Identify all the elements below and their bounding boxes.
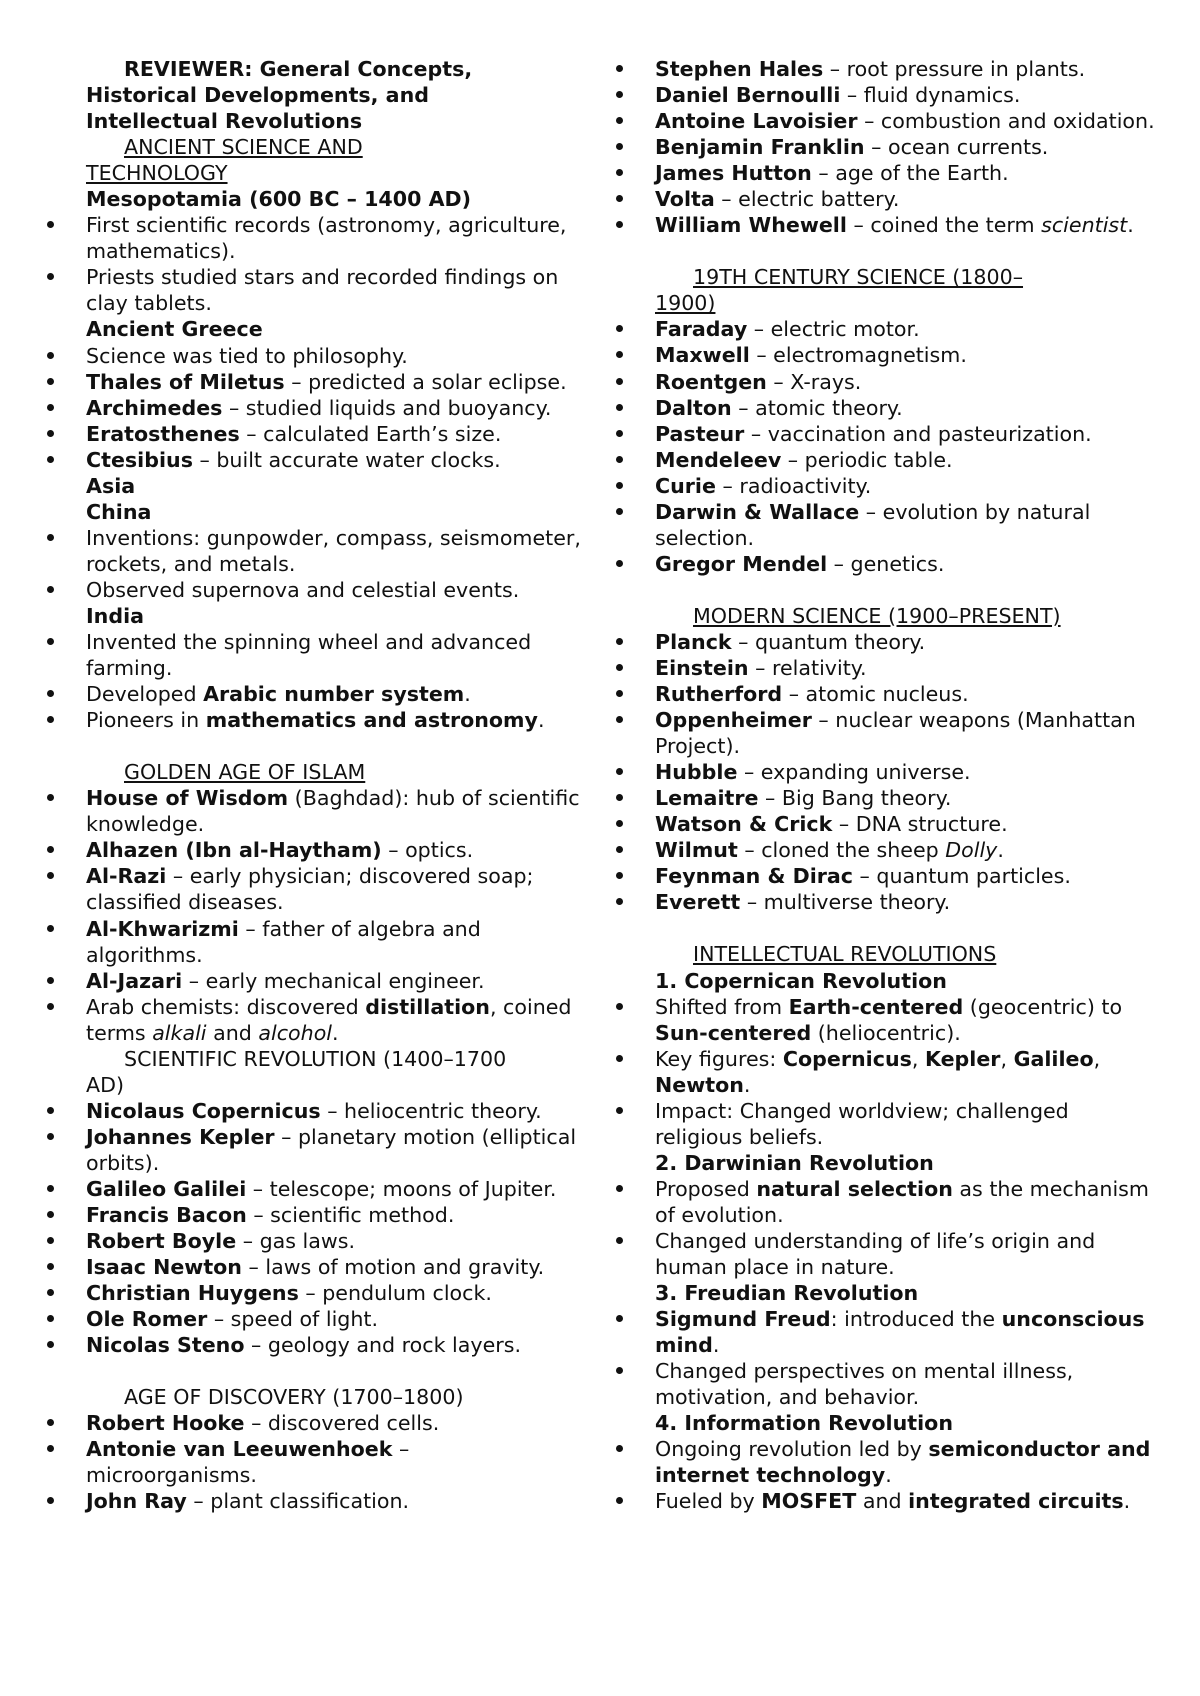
item-text: and	[206, 1020, 259, 1045]
item-term: Newton	[655, 1072, 744, 1097]
subheading-freudian: 3. Freudian Revolution	[655, 1281, 919, 1306]
list-item	[655, 316, 1155, 342]
list-item	[86, 863, 586, 915]
list-item	[655, 1046, 1155, 1098]
item-text: – electromagnetism.	[749, 343, 967, 368]
list-item: Inventions: gunpowder, compass, seismometer, rockets, and metals.	[86, 525, 586, 577]
list-item	[86, 421, 586, 447]
item-text: – age of the Earth.	[811, 161, 1009, 186]
item-term: Darwin & Wallace	[655, 499, 860, 524]
item-term: Watson & Crick	[655, 812, 833, 837]
subheading-darwinian: 2. Darwinian Revolution	[655, 1150, 934, 1175]
item-text: – multiverse theory.	[740, 890, 951, 915]
item-term: Maxwell	[655, 343, 750, 368]
list-item	[86, 707, 586, 733]
list-item	[655, 655, 1155, 681]
list-item	[86, 1228, 586, 1254]
item-term: Thales of Miletus	[86, 369, 285, 394]
item-term: Wilmut	[655, 838, 738, 863]
list-item	[655, 1436, 1155, 1488]
list-item	[655, 811, 1155, 837]
list-item	[86, 1488, 586, 1514]
item-text: – father of algebra and algorithms.	[86, 916, 481, 967]
item-text: – speed of light.	[207, 1307, 379, 1332]
item-term: Alhazen (Ibn al-Haytham)	[86, 838, 382, 863]
item-text: – early mechanical engineer.	[182, 968, 485, 993]
list-item	[86, 369, 586, 395]
list-item	[655, 395, 1155, 421]
item-term: Al-Razi	[86, 864, 167, 889]
list-item	[86, 1306, 586, 1332]
item-term: Antonie van Leeuwenhoek	[86, 1437, 393, 1462]
subheading-india: India	[86, 603, 145, 628]
item-term: semiconductor and internet technology	[655, 1437, 1151, 1488]
item-text: .	[712, 1333, 720, 1358]
item-text: (heliocentric).	[811, 1020, 961, 1045]
item-text: – root pressure in plants.	[823, 57, 1086, 81]
section-heading-ancient: ANCIENT SCIENCE AND	[124, 135, 363, 160]
list-item	[655, 1176, 1155, 1228]
item-text: .	[1123, 1489, 1131, 1514]
item-text: – plant classification.	[186, 1489, 410, 1514]
list-item: Invented the spinning wheel and advanced farming.	[86, 629, 586, 681]
item-text: – microorganisms.	[86, 1437, 410, 1488]
item-text: .	[537, 708, 545, 733]
item-term: Ctesibius	[86, 447, 193, 472]
list-item	[655, 759, 1155, 785]
list-item	[655, 369, 1155, 395]
doc-title-line-1: REVIEWER: General Concepts,	[124, 57, 473, 81]
item-term: Kepler	[924, 1046, 1001, 1071]
list-item	[86, 968, 586, 994]
item-text: , coined terms	[86, 994, 572, 1045]
item-text: – electric motor.	[747, 317, 920, 342]
list-item	[655, 837, 1155, 863]
item-term: Isaac Newton	[86, 1255, 242, 1280]
item-text: – DNA structure.	[832, 812, 1008, 837]
item-text: ,	[1093, 1046, 1101, 1071]
item-term: House of Wisdom	[86, 786, 289, 811]
list-item	[86, 681, 586, 707]
item-text: – coined the term	[846, 213, 1042, 238]
item-term: Daniel Bernoulli	[655, 83, 841, 108]
list-item	[655, 863, 1155, 889]
item-text: ,	[1000, 1046, 1014, 1071]
list-item: Science was tied to philosophy.	[86, 343, 586, 369]
list-item	[86, 1254, 586, 1280]
item-text: Proposed	[655, 1176, 757, 1201]
item-text: Key figures:	[655, 1046, 783, 1071]
list-item	[655, 629, 1155, 655]
list-item: Observed supernova and celestial events.	[86, 577, 586, 603]
list-item: Changed perspectives on mental illness, motivation, and behavior.	[655, 1358, 1155, 1410]
item-term: William Whewell	[655, 213, 847, 238]
list-item	[655, 499, 1155, 551]
item-text: and	[856, 1489, 909, 1514]
item-text: .	[464, 682, 471, 707]
right-column	[655, 56, 1155, 1514]
item-italic: alcohol	[258, 1020, 333, 1045]
list-item	[655, 134, 1155, 160]
item-term: Robert Boyle	[86, 1229, 237, 1254]
item-term: Galileo	[1013, 1046, 1094, 1071]
item-italic: alkali	[152, 1020, 207, 1045]
subheading-information: 4. Information Revolution	[655, 1411, 953, 1436]
item-term: James Hutton	[655, 161, 812, 186]
item-term: Earth-centered	[788, 994, 964, 1019]
list-item	[655, 1488, 1155, 1514]
item-term: natural selection	[756, 1176, 953, 1201]
item-text: – calculated Earth’s size.	[239, 421, 502, 446]
item-text: – electric battery.	[714, 187, 900, 212]
item-term: Feynman & Dirac	[655, 864, 854, 889]
item-term: Benjamin Franklin	[655, 135, 865, 160]
item-term: Oppenheimer	[655, 708, 812, 733]
item-term: Pasteur	[655, 421, 745, 446]
item-term: Volta	[655, 187, 715, 212]
left-column	[86, 56, 586, 1515]
section-heading-19th-century-cont: 1900)	[655, 291, 716, 316]
doc-title-line-2: Historical Developments, and	[86, 83, 429, 108]
item-text: – predicted a solar eclipse.	[284, 369, 567, 394]
item-text: Arab chemists: discovered	[86, 994, 366, 1019]
item-text: .	[885, 1463, 892, 1488]
list-item	[655, 108, 1155, 134]
item-term: mathematics and astronomy	[205, 708, 538, 733]
item-term: Galileo Galilei	[86, 1176, 247, 1201]
list-item	[655, 212, 1155, 238]
subheading-asia: Asia	[86, 473, 136, 498]
item-text: Ongoing revolution led by	[655, 1437, 929, 1462]
item-text: – laws of motion and gravity.	[241, 1255, 545, 1280]
item-term: Sigmund Freud	[655, 1307, 831, 1332]
list-item: First scientific records (astronomy, agriculture, mathematics).	[86, 212, 586, 264]
item-text: (geocentric) to	[963, 994, 1123, 1019]
list-item	[86, 1436, 586, 1488]
item-term: Dalton	[655, 395, 732, 420]
item-text: – Big Bang theory.	[758, 786, 952, 811]
item-text: Developed	[86, 682, 204, 707]
list-item	[86, 994, 586, 1046]
list-item	[86, 1202, 586, 1228]
item-text: – cloned the sheep	[737, 838, 946, 863]
item-term: Arabic number system	[203, 682, 465, 707]
item-term: Robert Hooke	[86, 1411, 245, 1436]
list-item	[655, 342, 1155, 368]
item-text: – atomic theory.	[731, 395, 903, 420]
subheading-ancient-greece: Ancient Greece	[86, 317, 263, 342]
item-text: – quantum particles.	[853, 864, 1071, 889]
item-text: – genetics.	[827, 551, 945, 576]
item-text: Shifted from	[655, 994, 789, 1019]
item-text: .	[332, 1020, 339, 1045]
item-text: – scientific method.	[246, 1203, 455, 1228]
item-text: Pioneers in	[86, 708, 206, 733]
item-term: Christian Huygens	[86, 1281, 299, 1306]
item-text: – discovered cells.	[244, 1411, 440, 1436]
list-item	[655, 785, 1155, 811]
list-item	[655, 160, 1155, 186]
item-term: Francis Bacon	[86, 1203, 247, 1228]
list-item: Priests studied stars and recorded findings on clay tablets.	[86, 264, 586, 316]
item-term: Sun-centered	[655, 1020, 812, 1045]
item-text: – fluid dynamics.	[840, 83, 1021, 108]
list-item: Changed understanding of life’s origin and human place in nature.	[655, 1228, 1155, 1280]
item-text: Fueled by	[655, 1489, 762, 1514]
item-term: Copernicus	[782, 1046, 912, 1071]
list-item	[655, 707, 1155, 759]
item-term: Mendeleev	[655, 447, 782, 472]
list-item	[655, 186, 1155, 212]
section-heading-sci-rev: SCIENTIFIC REVOLUTION (1400–1700	[124, 1046, 507, 1071]
list-item	[655, 421, 1155, 447]
item-text: – quantum theory.	[731, 629, 926, 654]
list-item	[655, 82, 1155, 108]
item-term: Nicolaus Copernicus	[86, 1098, 321, 1123]
item-text: – relativity.	[748, 655, 867, 680]
item-term: distillation	[365, 994, 490, 1019]
item-text: – telescope; moons of Jupiter.	[246, 1176, 557, 1201]
item-term: Gregor Mendel	[655, 551, 828, 576]
item-text: – pendulum clock.	[298, 1281, 492, 1306]
item-term: Antoine Lavoisier	[655, 109, 858, 134]
section-heading-islam: GOLDEN AGE OF ISLAM	[124, 760, 366, 785]
item-term: unconscious mind	[655, 1307, 1145, 1358]
list-item	[655, 1306, 1155, 1358]
list-item	[655, 551, 1155, 577]
item-text: – atomic nucleus.	[782, 682, 969, 707]
list-item	[655, 994, 1155, 1046]
item-text: – combustion and oxidation.	[857, 109, 1155, 134]
section-heading-sci-rev-cont: AD)	[86, 1072, 124, 1097]
item-text: – X-rays.	[766, 369, 862, 394]
list-item	[655, 447, 1155, 473]
item-term: Hubble	[655, 760, 738, 785]
item-text: – periodic table.	[781, 447, 953, 472]
item-term: Rutherford	[655, 682, 783, 707]
item-text: – studied liquids and buoyancy.	[222, 395, 552, 420]
item-term: Faraday	[655, 317, 748, 342]
item-text: – planetary motion (elliptical orbits).	[86, 1124, 577, 1175]
section-heading-intellectual: INTELLECTUAL REVOLUTIONS	[693, 942, 997, 967]
item-term: Roentgen	[655, 369, 767, 394]
list-item	[655, 889, 1155, 915]
item-text: – ocean currents.	[864, 135, 1049, 160]
item-text: – gas laws.	[236, 1229, 356, 1254]
section-heading-modern: MODERN SCIENCE (1900–PRESENT)	[693, 603, 1061, 628]
list-item	[655, 56, 1155, 82]
item-text: – built accurate water clocks.	[192, 447, 501, 472]
item-text: – early physician; discovered soap; classified diseases.	[86, 864, 534, 915]
item-text: .	[997, 838, 1004, 863]
section-heading-19th-century: 19TH CENTURY SCIENCE (1800–	[693, 265, 1024, 290]
item-term: Johannes Kepler	[86, 1124, 275, 1149]
item-term: Al-Khwarizmi	[86, 916, 239, 941]
list-item	[86, 447, 586, 473]
list-item	[86, 837, 586, 863]
item-text: .	[743, 1072, 751, 1097]
item-italic: Dolly	[945, 838, 998, 863]
section-heading-ancient-cont: TECHNOLOGY	[86, 161, 228, 186]
item-text: – nuclear weapons (Manhattan Project).	[655, 708, 1136, 759]
item-term: John Ray	[86, 1489, 187, 1514]
item-text: – optics.	[381, 838, 474, 863]
item-term: Archimedes	[86, 395, 223, 420]
list-item	[86, 785, 586, 837]
item-text: .	[1127, 213, 1134, 238]
list-item: Impact: Changed worldview; challenged religious beliefs.	[655, 1098, 1155, 1150]
item-term: integrated circuits	[908, 1489, 1124, 1514]
list-item	[655, 681, 1155, 707]
list-item	[86, 1124, 586, 1176]
item-text: – vaccination and pasteurization.	[744, 421, 1092, 446]
item-text: – heliocentric theory.	[320, 1098, 542, 1123]
item-text: – geology and rock layers.	[244, 1333, 521, 1358]
item-text: – expanding universe.	[737, 760, 971, 785]
list-item	[86, 1280, 586, 1306]
list-item	[655, 473, 1155, 499]
item-term: Nicolas Steno	[86, 1333, 245, 1358]
section-heading-discovery: AGE OF DISCOVERY (1700–1800)	[124, 1385, 464, 1410]
item-text: as the mechanism of evolution.	[655, 1176, 1149, 1227]
list-item	[86, 916, 586, 968]
item-italic: scientist	[1041, 213, 1128, 238]
subheading-mesopotamia: Mesopotamia (600 BC – 1400 AD)	[86, 187, 472, 212]
list-item	[86, 395, 586, 421]
item-term: Lemaitre	[655, 786, 759, 811]
item-text: (Baghdad): hub of scientific knowledge.	[86, 786, 580, 837]
list-item	[86, 1176, 586, 1202]
item-term: MOSFET	[761, 1489, 857, 1514]
item-text: – evolution by natural selection.	[655, 499, 1091, 550]
item-term: Ole Romer	[86, 1307, 208, 1332]
item-term: Einstein	[655, 655, 749, 680]
item-text: – radioactivity.	[715, 473, 872, 498]
item-term: Stephen Hales	[655, 57, 824, 81]
subheading-copernican: 1. Copernican Revolution	[655, 968, 947, 993]
item-term: Planck	[655, 629, 732, 654]
doc-title-line-3: Intellectual Revolutions	[86, 109, 363, 134]
item-term: Curie	[655, 473, 716, 498]
list-item	[86, 1332, 586, 1358]
item-text: : introduced the	[830, 1307, 1002, 1332]
item-term: Eratosthenes	[86, 421, 240, 446]
list-item	[86, 1410, 586, 1436]
subheading-china: China	[86, 499, 152, 524]
item-term: Everett	[655, 890, 741, 915]
item-term: Al-Jazari	[86, 968, 183, 993]
list-item	[86, 1098, 586, 1124]
item-text: ,	[911, 1046, 925, 1071]
